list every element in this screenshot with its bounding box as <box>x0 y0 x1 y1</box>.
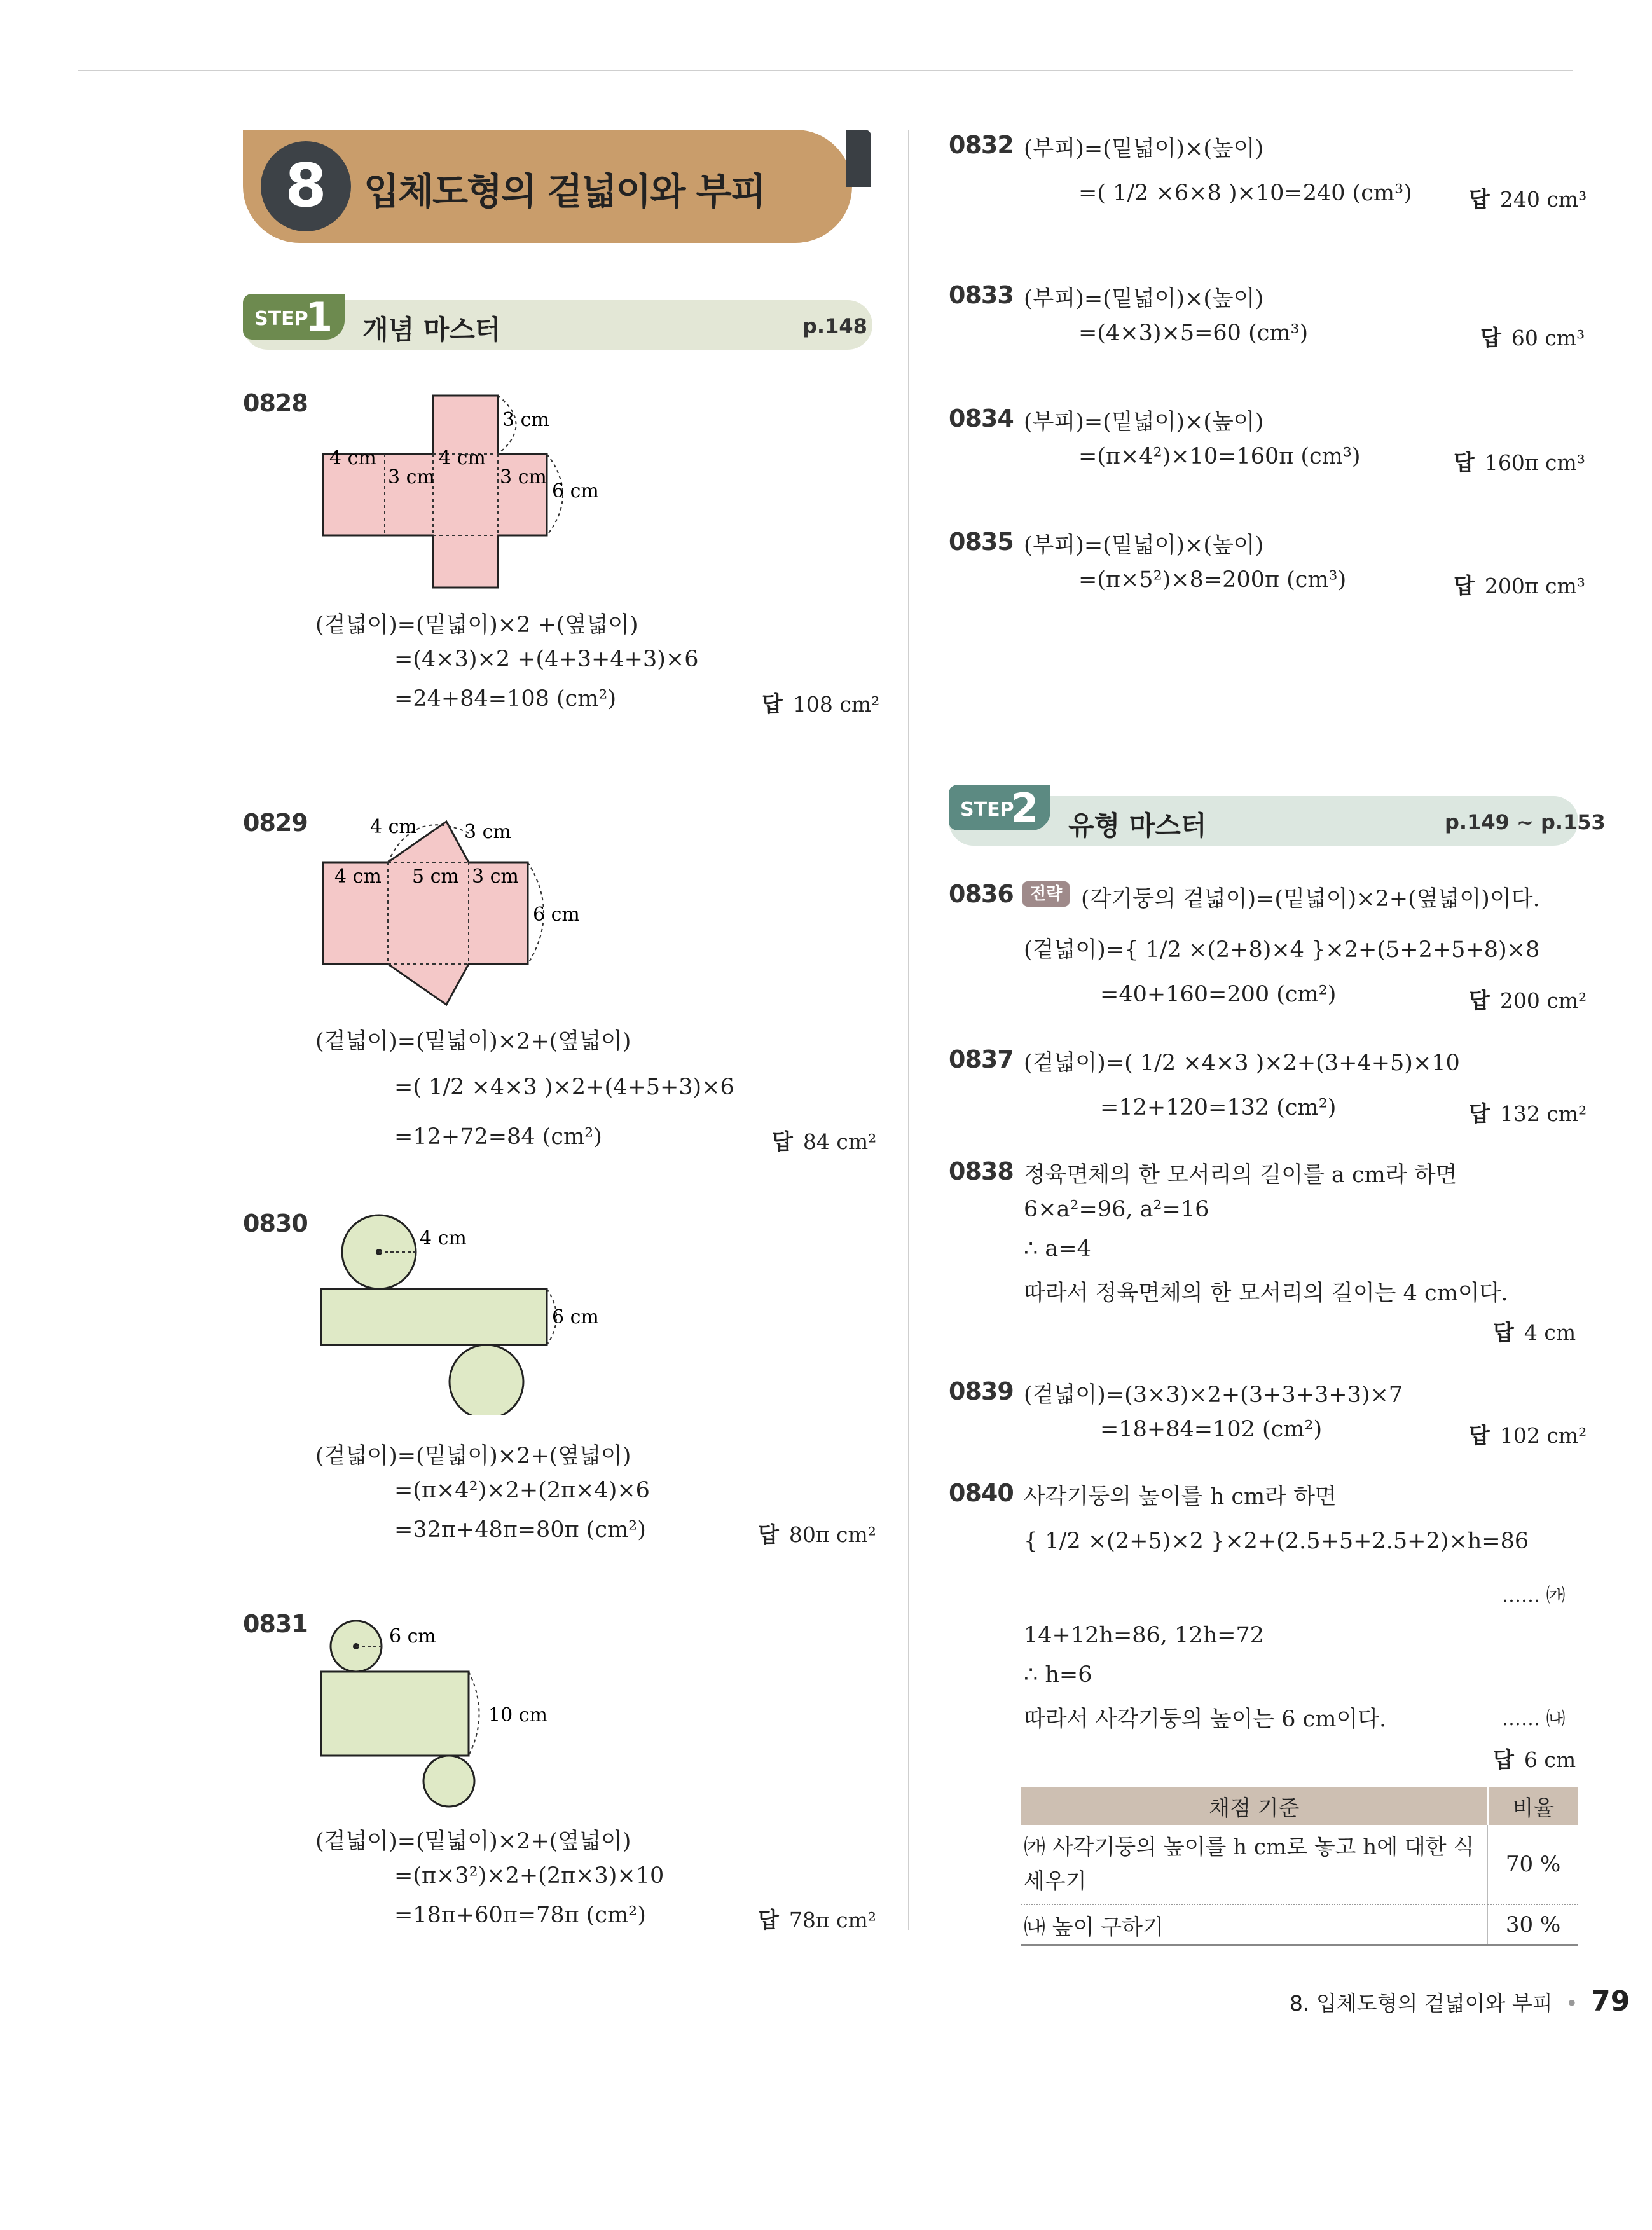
criterion-cell: ㈎ 사각기둥의 높이를 h cm로 놓고 h에 대한 식 세우기 <box>1024 1834 1475 1894</box>
table-header: 비율 <box>1488 1787 1578 1825</box>
dim-label: 4 cm <box>370 816 417 838</box>
dim-label: 3 cm <box>502 409 549 431</box>
top-rule <box>78 70 1573 71</box>
problem-number: 0836 <box>949 880 1014 908</box>
problem-number: 0837 <box>949 1045 1014 1073</box>
answer-mark: 답 <box>1454 450 1475 476</box>
dim-label: 3 cm <box>500 466 547 488</box>
answer-mark: 답 <box>1469 187 1490 212</box>
answer-mark: 답 <box>1469 988 1490 1014</box>
solution-line: =( 1/2 ×6×8 )×10=240 (cm³) <box>1078 181 1412 206</box>
answer-value: 60 cm³ <box>1511 326 1585 350</box>
answer-value: 102 cm² <box>1499 1423 1587 1448</box>
solution-line: 6×a²=96, a²=16 <box>1024 1197 1209 1222</box>
answer <box>1469 983 1587 1014</box>
problem-number: 0833 <box>949 281 1014 309</box>
solution-line: 따라서 정육면체의 한 모서리의 길이는 4 cm이다. <box>1024 1281 1508 1306</box>
answer-mark: 답 <box>1469 1101 1490 1127</box>
dim-label: 5 cm <box>412 865 459 888</box>
solution-line: =(π×5²)×8=200π (cm³) <box>1078 567 1347 593</box>
answer-value: 108 cm² <box>792 692 880 717</box>
table-row <box>1021 1904 1578 1945</box>
solution-line: =(π×3²)×2+(2π×3)×10 <box>394 1863 664 1889</box>
footer-bullet: • <box>1566 1991 1578 2016</box>
answer <box>1469 1096 1587 1127</box>
solution-line: =(π×4²)×2+(2π×4)×6 <box>394 1478 650 1503</box>
answer-value: 132 cm² <box>1499 1101 1587 1126</box>
answer-mark: 답 <box>772 1129 793 1155</box>
answer-value: 240 cm³ <box>1499 187 1587 212</box>
solution-line: =(4×3)×5=60 (cm³) <box>1078 320 1309 346</box>
problem-number: 0828 <box>243 389 308 417</box>
problem-number: 0840 <box>949 1479 1014 1507</box>
page-number: 79 <box>1591 1985 1630 2018</box>
step2-badge <box>949 785 1050 830</box>
dim-label: 4 cm <box>439 447 486 469</box>
solution-line: (각기둥의 겉넓이)=(밑넓이)×2+(옆넓이)이다. <box>1081 886 1540 912</box>
solution-line: =12+72=84 (cm²) <box>394 1124 602 1150</box>
page-footer <box>1290 1985 1630 2018</box>
solution-line: (부피)=(밑넓이)×(높이) <box>1024 136 1264 162</box>
problem-number: 0838 <box>949 1157 1014 1185</box>
scoring-table <box>1021 1787 1578 1946</box>
chapter-banner-tab <box>846 130 871 187</box>
solution-line: =(4×3)×2 +(4+3+4+3)×6 <box>394 647 699 672</box>
solution-line: 사각기둥의 높이를 h cm라 하면 <box>1024 1484 1337 1510</box>
answer-value: 200 cm² <box>1499 988 1587 1013</box>
answer-mark: 답 <box>758 1522 779 1548</box>
answer-mark: 답 <box>1454 574 1475 599</box>
step2-label: STEP <box>960 799 1014 821</box>
answer <box>1469 182 1587 213</box>
answer-value: 6 cm <box>1524 1747 1576 1772</box>
answer <box>1454 568 1585 600</box>
answer-mark: 답 <box>1493 1320 1514 1346</box>
answer <box>772 1124 876 1155</box>
solution-line: =(π×4²)×10=160π (cm³) <box>1078 444 1361 469</box>
step1-page: p.148 <box>802 314 867 338</box>
answer-mark: 답 <box>1469 1423 1490 1449</box>
problem-number: 0839 <box>949 1377 1014 1405</box>
step-marker: …… ㈎ <box>1502 1585 1566 1607</box>
solution-line: (겉넓이)=( 1/2 ×4×3 )×2+(3+4+5)×10 <box>1024 1050 1460 1076</box>
ratio-cell: 30 % <box>1488 1904 1578 1945</box>
table-header: 채점 기준 <box>1021 1787 1488 1825</box>
answer <box>1493 1315 1576 1346</box>
solution-line: { 1/2 ×(2+5)×2 }×2+(2.5+5+2.5+2)×h=86 <box>1024 1529 1529 1554</box>
answer-value: 4 cm <box>1524 1320 1576 1345</box>
answer <box>762 687 879 718</box>
chapter-title: 입체도형의 겉넓이와 부피 <box>364 170 765 213</box>
dim-label: 3 cm <box>464 821 511 843</box>
dim-label: 3 cm <box>388 466 435 488</box>
problem-number: 0831 <box>243 1610 308 1638</box>
dim-label: 3 cm <box>472 865 519 888</box>
cylinder-net-diagram <box>305 1205 604 1415</box>
answer <box>1454 445 1585 476</box>
solution-line: =12+120=132 (cm²) <box>1100 1095 1337 1120</box>
answer <box>758 1903 876 1934</box>
answer-mark: 답 <box>1480 326 1501 351</box>
ratio-cell: 70 % <box>1488 1825 1578 1904</box>
answer <box>1480 320 1585 352</box>
solution-line: (부피)=(밑넓이)×(높이) <box>1024 286 1264 312</box>
solution-line: =( 1/2 ×4×3 )×2+(4+5+3)×6 <box>394 1075 734 1100</box>
solution-line: =32π+48π=80π (cm²) <box>394 1517 646 1543</box>
dim-label: 4 cm <box>334 865 382 888</box>
solution-line: =40+160=200 (cm²) <box>1100 982 1337 1007</box>
problem-number: 0834 <box>949 404 1014 432</box>
answer <box>758 1517 876 1548</box>
answer-value: 160π cm³ <box>1484 450 1586 475</box>
footer-chapter: 8. 입체도형의 겉넓이와 부피 <box>1290 1991 1553 2016</box>
answer-value: 80π cm² <box>788 1522 877 1547</box>
dim-label: 4 cm <box>420 1227 467 1249</box>
solution-line: (부피)=(밑넓이)×(높이) <box>1024 410 1264 435</box>
solution-line: =24+84=108 (cm²) <box>394 686 617 712</box>
solution-line: ∴ a=4 <box>1024 1236 1091 1262</box>
step1-title: 개념 마스터 <box>362 314 501 345</box>
step-marker: …… ㈏ <box>1502 1708 1566 1730</box>
step1-badge <box>243 294 345 340</box>
table-header-row <box>1021 1787 1578 1825</box>
dim-label: 6 cm <box>552 480 599 502</box>
step2-number: 2 <box>1011 785 1039 831</box>
step1-number: 1 <box>305 294 333 340</box>
answer <box>1493 1742 1576 1773</box>
answer <box>1469 1418 1587 1449</box>
solution-line: (겉넓이)=(밑넓이)×2+(옆넓이) <box>315 1829 631 1854</box>
answer-value: 78π cm² <box>788 1908 877 1932</box>
solution-line: (겉넓이)={ 1/2 ×(2+8)×4 }×2+(5+2+5+8)×8 <box>1024 937 1540 963</box>
problem-number: 0835 <box>949 528 1014 556</box>
dim-label: 6 cm <box>389 1625 436 1648</box>
dim-label: 4 cm <box>329 447 376 469</box>
dim-label: 6 cm <box>552 1306 599 1328</box>
problem-number: 0830 <box>243 1209 308 1237</box>
solution-line: (겉넓이)=(밑넓이)×2 +(옆넓이) <box>315 612 638 638</box>
dim-label: 6 cm <box>533 904 580 926</box>
problem-number: 0829 <box>243 809 308 837</box>
answer-value: 200π cm³ <box>1484 574 1586 598</box>
solution-line: =18+84=102 (cm²) <box>1100 1417 1323 1442</box>
chapter-number: 8 <box>261 141 351 231</box>
cuboid-net-diagram <box>305 382 636 598</box>
step1-label: STEP <box>254 308 308 330</box>
answer-mark: 답 <box>758 1908 779 1933</box>
solution-line: (겉넓이)=(3×3)×2+(3+3+3+3)×7 <box>1024 1382 1403 1408</box>
answer-mark: 답 <box>1493 1747 1514 1773</box>
solution-line: ∴ h=6 <box>1024 1662 1092 1688</box>
dim-label: 10 cm <box>488 1704 547 1726</box>
table-row <box>1021 1825 1578 1904</box>
step2-title: 유형 마스터 <box>1068 810 1207 841</box>
solution-line: (부피)=(밑넓이)×(높이) <box>1024 533 1264 558</box>
cylinder-net-diagram <box>305 1606 585 1815</box>
answer-value: 84 cm² <box>802 1129 877 1154</box>
solution-line: =18π+60π=78π (cm²) <box>394 1903 646 1928</box>
solution-line: (겉넓이)=(밑넓이)×2+(옆넓이) <box>315 1029 631 1054</box>
column-divider <box>908 130 909 1930</box>
solution-line: (겉넓이)=(밑넓이)×2+(옆넓이) <box>315 1443 631 1469</box>
solution-line: 정육면체의 한 모서리의 길이를 a cm라 하면 <box>1024 1162 1457 1188</box>
problem-number: 0832 <box>949 131 1014 159</box>
criterion-cell: ㈏ 높이 구하기 <box>1021 1904 1488 1945</box>
answer-mark: 답 <box>762 692 783 717</box>
solution-line: 따라서 사각기둥의 높이는 6 cm이다. <box>1024 1707 1387 1732</box>
solution-line: 14+12h=86, 12h=72 <box>1024 1623 1264 1648</box>
prism-net-diagram <box>305 808 585 1017</box>
strategy-badge: 전략 <box>1022 881 1070 907</box>
step2-page: p.149 ~ p.153 <box>1445 810 1606 834</box>
